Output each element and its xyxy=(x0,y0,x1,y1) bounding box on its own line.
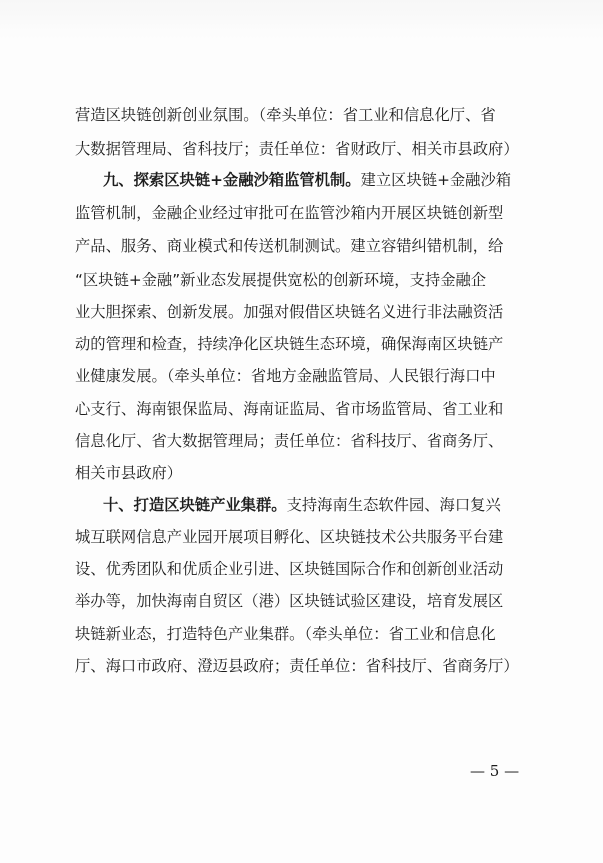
line-text: 城互联网信息产业园开展项目孵化、区块链技术公共服务平台建 xyxy=(75,528,504,546)
body-line xyxy=(75,617,496,651)
body-line xyxy=(75,263,486,297)
line-text: 心支行、海南银保监局、海南证监局、省市场监管局、省工业和 xyxy=(75,400,504,418)
line-text: 设、优秀团队和优质企业引进、区块链国际合作和创新创业活动 xyxy=(75,560,504,578)
body-line xyxy=(75,359,496,393)
line-text: “区块链+金融”新业态发展提供宽松的创新环境，支持金融企 xyxy=(75,271,487,289)
line-text: 动的管理和检查，持续净化区块链生态环境，确保海南区块链产 xyxy=(75,335,504,353)
page-number: — 5 — xyxy=(470,762,520,780)
line-text: 产品、服务、商业模式和传送机制测试。建立容错纠错机制，给 xyxy=(75,237,504,255)
line-text: 举办等，加快海南自贸区（港）区块链试验区建设，培育发展区 xyxy=(75,592,504,610)
section-ten-first-line xyxy=(103,488,501,522)
line-text: 建立区块链+金融沙箱 xyxy=(360,171,512,189)
body-line xyxy=(75,295,503,329)
body-line xyxy=(75,327,503,361)
body-line xyxy=(75,456,182,490)
line-text: 业大胆探索、创新发展。加强对假借区块链名义进行非法融资活 xyxy=(75,303,504,321)
body-line xyxy=(75,520,503,554)
line-text: 监管机制，金融企业经过审批可在监管沙箱内开展区块链创新型 xyxy=(75,204,504,222)
section-ten-heading: 十、打造区块链产业集群。 xyxy=(103,496,287,514)
body-line xyxy=(75,98,496,132)
line-text: 支持海南生态软件园、海口复兴 xyxy=(286,496,501,514)
body-line xyxy=(75,229,503,263)
line-text: 业健康发展。（牵头单位：省地方金融监管局、人民银行海口中 xyxy=(75,367,496,385)
line-text: 信息化厅、省大数据管理局；责任单位：省科技厅、省商务厅、 xyxy=(75,432,504,450)
section-nine-first-line xyxy=(103,163,511,197)
line-text: 营造区块链创新创业氛围。（牵头单位：省工业和信息化厅、省 xyxy=(75,106,496,124)
section-nine-heading: 九、探索区块链+金融沙箱监管机制。 xyxy=(103,171,361,189)
body-line xyxy=(75,132,519,166)
body-line xyxy=(75,552,503,586)
body-line xyxy=(75,424,503,458)
line-text: 块链新业态，打造特色产业集群。（牵头单位：省工业和信息化 xyxy=(75,625,496,643)
body-line xyxy=(75,584,503,618)
line-text: 相关市县政府） xyxy=(75,464,183,482)
body-line xyxy=(75,649,519,683)
body-line xyxy=(75,196,503,230)
body-line xyxy=(75,392,503,426)
line-text: 大数据管理局、省科技厅；责任单位：省财政厅、相关市县政府） xyxy=(75,140,519,158)
line-text: 厅、海口市政府、澄迈县政府；责任单位：省科技厅、省商务厅） xyxy=(75,657,519,675)
